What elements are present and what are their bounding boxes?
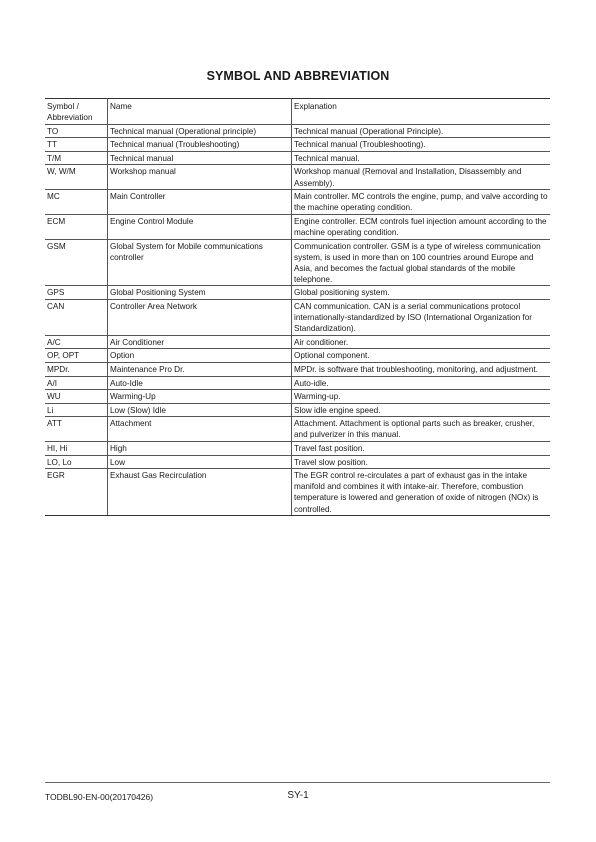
name-cell: Main Controller [108, 190, 292, 215]
table-row [45, 239, 550, 286]
symbol-cell: ECM [45, 214, 108, 239]
table-row [45, 124, 550, 138]
name-cell: Attachment [108, 417, 292, 442]
name-cell: High [108, 442, 292, 456]
table-row [45, 417, 550, 442]
name-cell: Workshop manual [108, 165, 292, 190]
name-cell: Technical manual (Troubleshooting) [108, 138, 292, 152]
name-cell: Controller Area Network [108, 300, 292, 336]
explanation-cell: Main controller. MC controls the engine, pump, and valve according to the machine operating condition. [292, 190, 551, 215]
name-cell: Exhaust Gas Recirculation [108, 469, 292, 516]
header-symbol [45, 99, 108, 125]
explanation-cell: Engine controller. ECM controls fuel injection amount according to the machine operating condition. [292, 214, 551, 239]
explanation-cell: The EGR control re-circulates a part of exhaust gas in the intake manifold and combines it with intake-air. Therefore, combustion temperature is lowered and generation of oxide of nitrogen (NOx) is controlled. [292, 469, 551, 516]
name-cell: Low [108, 455, 292, 469]
symbol-cell: W, W/M [45, 165, 108, 190]
symbol-cell: T/M [45, 151, 108, 165]
table-row [45, 335, 550, 349]
explanation-cell: Slow idle engine speed. [292, 403, 551, 417]
explanation-cell: Air conditioner. [292, 335, 551, 349]
explanation-cell: Optional component. [292, 349, 551, 363]
symbol-cell: OP, OPT [45, 349, 108, 363]
table-row [45, 190, 550, 215]
explanation-cell: Workshop manual (Removal and Installation, Disassembly and Assembly). [292, 165, 551, 190]
symbol-cell: GSM [45, 239, 108, 286]
page-title: SYMBOL AND ABBREVIATION [206, 69, 390, 83]
symbol-cell: HI, Hi [45, 442, 108, 456]
symbol-cell: A/I [45, 376, 108, 390]
name-cell: Option [108, 349, 292, 363]
footer-divider [45, 782, 550, 783]
name-cell: Engine Control Module [108, 214, 292, 239]
header-symbol-text: Symbol / Abbreviation [47, 102, 93, 123]
explanation-cell: Technical manual (Troubleshooting). [292, 138, 551, 152]
name-cell: Auto-Idle [108, 376, 292, 390]
explanation-cell: Global positioning system. [292, 286, 551, 300]
symbol-cell: EGR [45, 469, 108, 516]
page-number: SY-1 [287, 790, 309, 801]
symbol-cell: LO, Lo [45, 455, 108, 469]
table-row [45, 403, 550, 417]
table-row [45, 390, 550, 404]
name-cell: Maintenance Pro Dr. [108, 362, 292, 376]
symbol-cell: ATT [45, 417, 108, 442]
name-cell: Low (Slow) Idle [108, 403, 292, 417]
symbol-cell: WU [45, 390, 108, 404]
explanation-cell: Travel slow position. [292, 455, 551, 469]
symbol-cell: CAN [45, 300, 108, 336]
name-cell: Global System for Mobile communications controller [108, 239, 292, 286]
table-row [45, 300, 550, 336]
name-cell: Air Conditioner [108, 335, 292, 349]
symbol-cell: GPS [45, 286, 108, 300]
name-cell: Warming-Up [108, 390, 292, 404]
table-row [45, 138, 550, 152]
symbol-cell: MC [45, 190, 108, 215]
table-header-row [45, 99, 550, 125]
name-cell: Global Positioning System [108, 286, 292, 300]
explanation-cell: Communication controller. GSM is a type of wireless communication system, is used in more than on 100 countries around Europe and Asia, and becomes the factual global standards of the mobile telephone. [292, 239, 551, 286]
table-row [45, 376, 550, 390]
name-cell: Technical manual [108, 151, 292, 165]
table-row [45, 165, 550, 190]
table-row [45, 286, 550, 300]
symbol-cell: TO [45, 124, 108, 138]
table-row [45, 362, 550, 376]
explanation-cell: CAN communication. CAN is a serial communications protocol internationally-standardized by ISO (International Organization for Standardization). [292, 300, 551, 336]
header-explanation: Explanation [292, 99, 551, 125]
explanation-cell: MPDr. is software that troubleshooting, monitoring, and adjustment. [292, 362, 551, 376]
table-row [45, 151, 550, 165]
name-cell: Technical manual (Operational principle) [108, 124, 292, 138]
explanation-cell: Technical manual (Operational Principle). [292, 124, 551, 138]
document-code: TODBL90-EN-00(20170426) [45, 792, 154, 802]
abbreviation-table-body [45, 99, 550, 516]
abbreviation-table [45, 98, 550, 516]
explanation-cell: Warming-up. [292, 390, 551, 404]
table-row [45, 214, 550, 239]
symbol-cell: MPDr. [45, 362, 108, 376]
explanation-cell: Auto-idle. [292, 376, 551, 390]
symbol-cell: TT [45, 138, 108, 152]
explanation-cell: Technical manual. [292, 151, 551, 165]
table-row [45, 442, 550, 456]
symbol-cell: A/C [45, 335, 108, 349]
symbol-cell: Li [45, 403, 108, 417]
table-row [45, 455, 550, 469]
header-name: Name [108, 99, 292, 125]
table-row [45, 349, 550, 363]
table-row [45, 469, 550, 516]
explanation-cell: Travel fast position. [292, 442, 551, 456]
explanation-cell: Attachment. Attachment is optional parts such as breaker, crusher, and pulverizer in this manual. [292, 417, 551, 442]
